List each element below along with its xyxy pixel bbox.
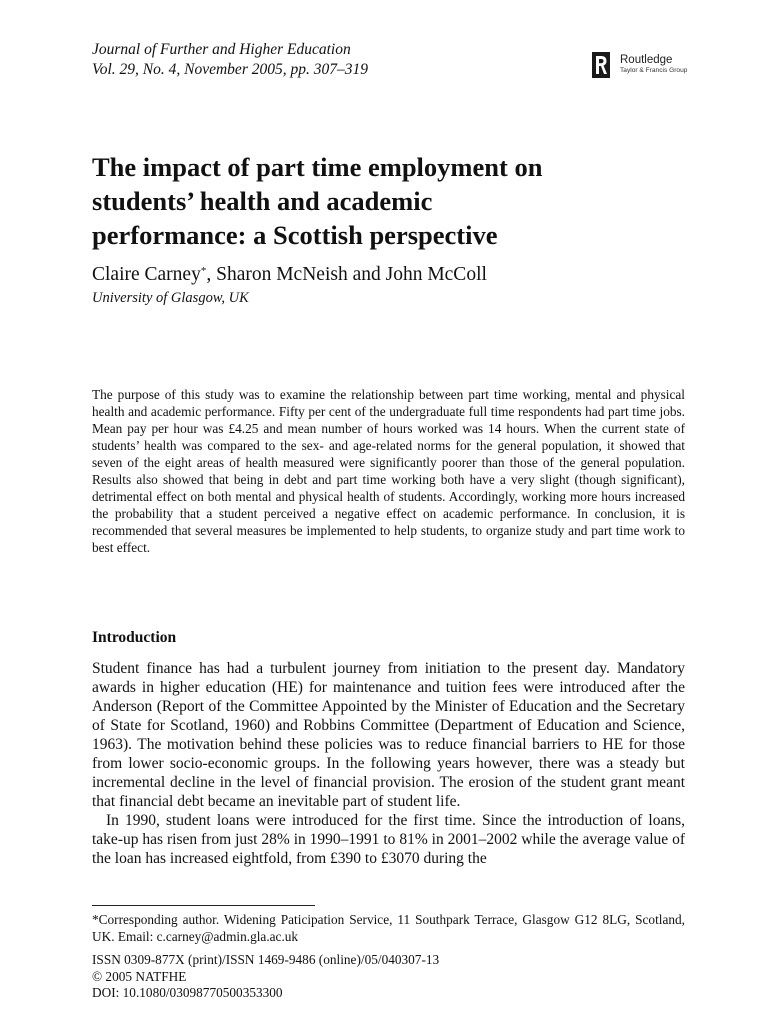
doi-line: DOI: 10.1080/03098770500353300	[92, 985, 283, 1000]
body-paragraph: In 1990, student loans were introduced for the first time. Since the introduction of loans, take-up has risen from just 28% in 1990–1991 to 81% in 2001–2002 while the average value of the loan has increased eightfold, from £390 to £3070 during the	[92, 812, 685, 867]
publication-info	[92, 952, 439, 1002]
affiliation: University of Glasgow, UK	[92, 290, 249, 306]
introduction-body	[92, 659, 685, 868]
publisher-name: Routledge	[620, 54, 673, 66]
issn-line: ISSN 0309-877X (print)/ISSN 1469-9486 (online)/05/040307-13	[92, 952, 440, 967]
author-rest: , Sharon McNeish and John McColl	[206, 264, 487, 285]
publisher-group: Taylor & Francis Group	[620, 67, 688, 74]
author-list	[92, 263, 487, 287]
copyright-line: © 2005 NATFHE	[92, 968, 187, 984]
routledge-r-mark-icon	[592, 52, 610, 78]
body-paragraph: Student finance has had a turbulent journey from initiation to the present day. Mandatory awards in higher education (HE) for maintenance and tuition fees were introduced after the Anderson (Report of the Committee Appointed by the Minister of Education and the Secretary of State for Scotland, 1960) and Robbins Committee (Department of Education and Science, 1963). The motivation behind these policies was to reduce financial barriers to HE for those from lower socio-economic groups. In the following years however, there was a steady but incremental decline in the level of financial provision. The erosion of the student grant meant that financial debt became an inevitable part of student life.	[92, 660, 685, 810]
journal-issue: Vol. 29, No. 4, November 2005, pp. 307–319	[92, 61, 368, 78]
title-line: The impact of part time employment on	[92, 152, 543, 182]
abstract: The purpose of this study was to examine the relationship between part time working, mental and physical health and academic performance. Fifty per cent of the undergraduate full time respondents had part time jobs. Mean pay per hour was £4.25 and mean number of hours worked was 14 hours. When the current state of students’ health was compared to the sex- and age-related norms for the general population, it showed that seven of the eight areas of health measured were significantly poorer than those of the general population. Results also showed that being in debt and part time working both have a very slight (though significant), detrimental effect on both mental and physical health of students. Accordingly, working more hours increased the probability that a student perceived a negative effect on academic performance. In conclusion, it is recommended that several measures be implemented to help students, to organize study and part time work to best effect.	[92, 387, 685, 555]
author-first: Claire Carney	[92, 264, 201, 285]
title-line: students’ health and academic	[92, 186, 433, 216]
corresponding-author-marker: *	[200, 265, 207, 277]
publisher-logo	[592, 52, 702, 78]
article-title	[92, 150, 712, 252]
journal-name: Journal of Further and Higher Education	[92, 41, 351, 58]
journal-citation	[92, 40, 368, 80]
footnote: *Corresponding author. Widening Paticipation Service, 11 Southpark Terrace, Glasgow G12 8LG, Scotland, UK. Email: c.carney@admin.gla.ac.uk	[92, 912, 685, 944]
section-heading: Introduction	[92, 629, 177, 646]
title-line: performance: a Scottish perspective	[92, 220, 498, 250]
footnote-divider	[92, 905, 315, 906]
